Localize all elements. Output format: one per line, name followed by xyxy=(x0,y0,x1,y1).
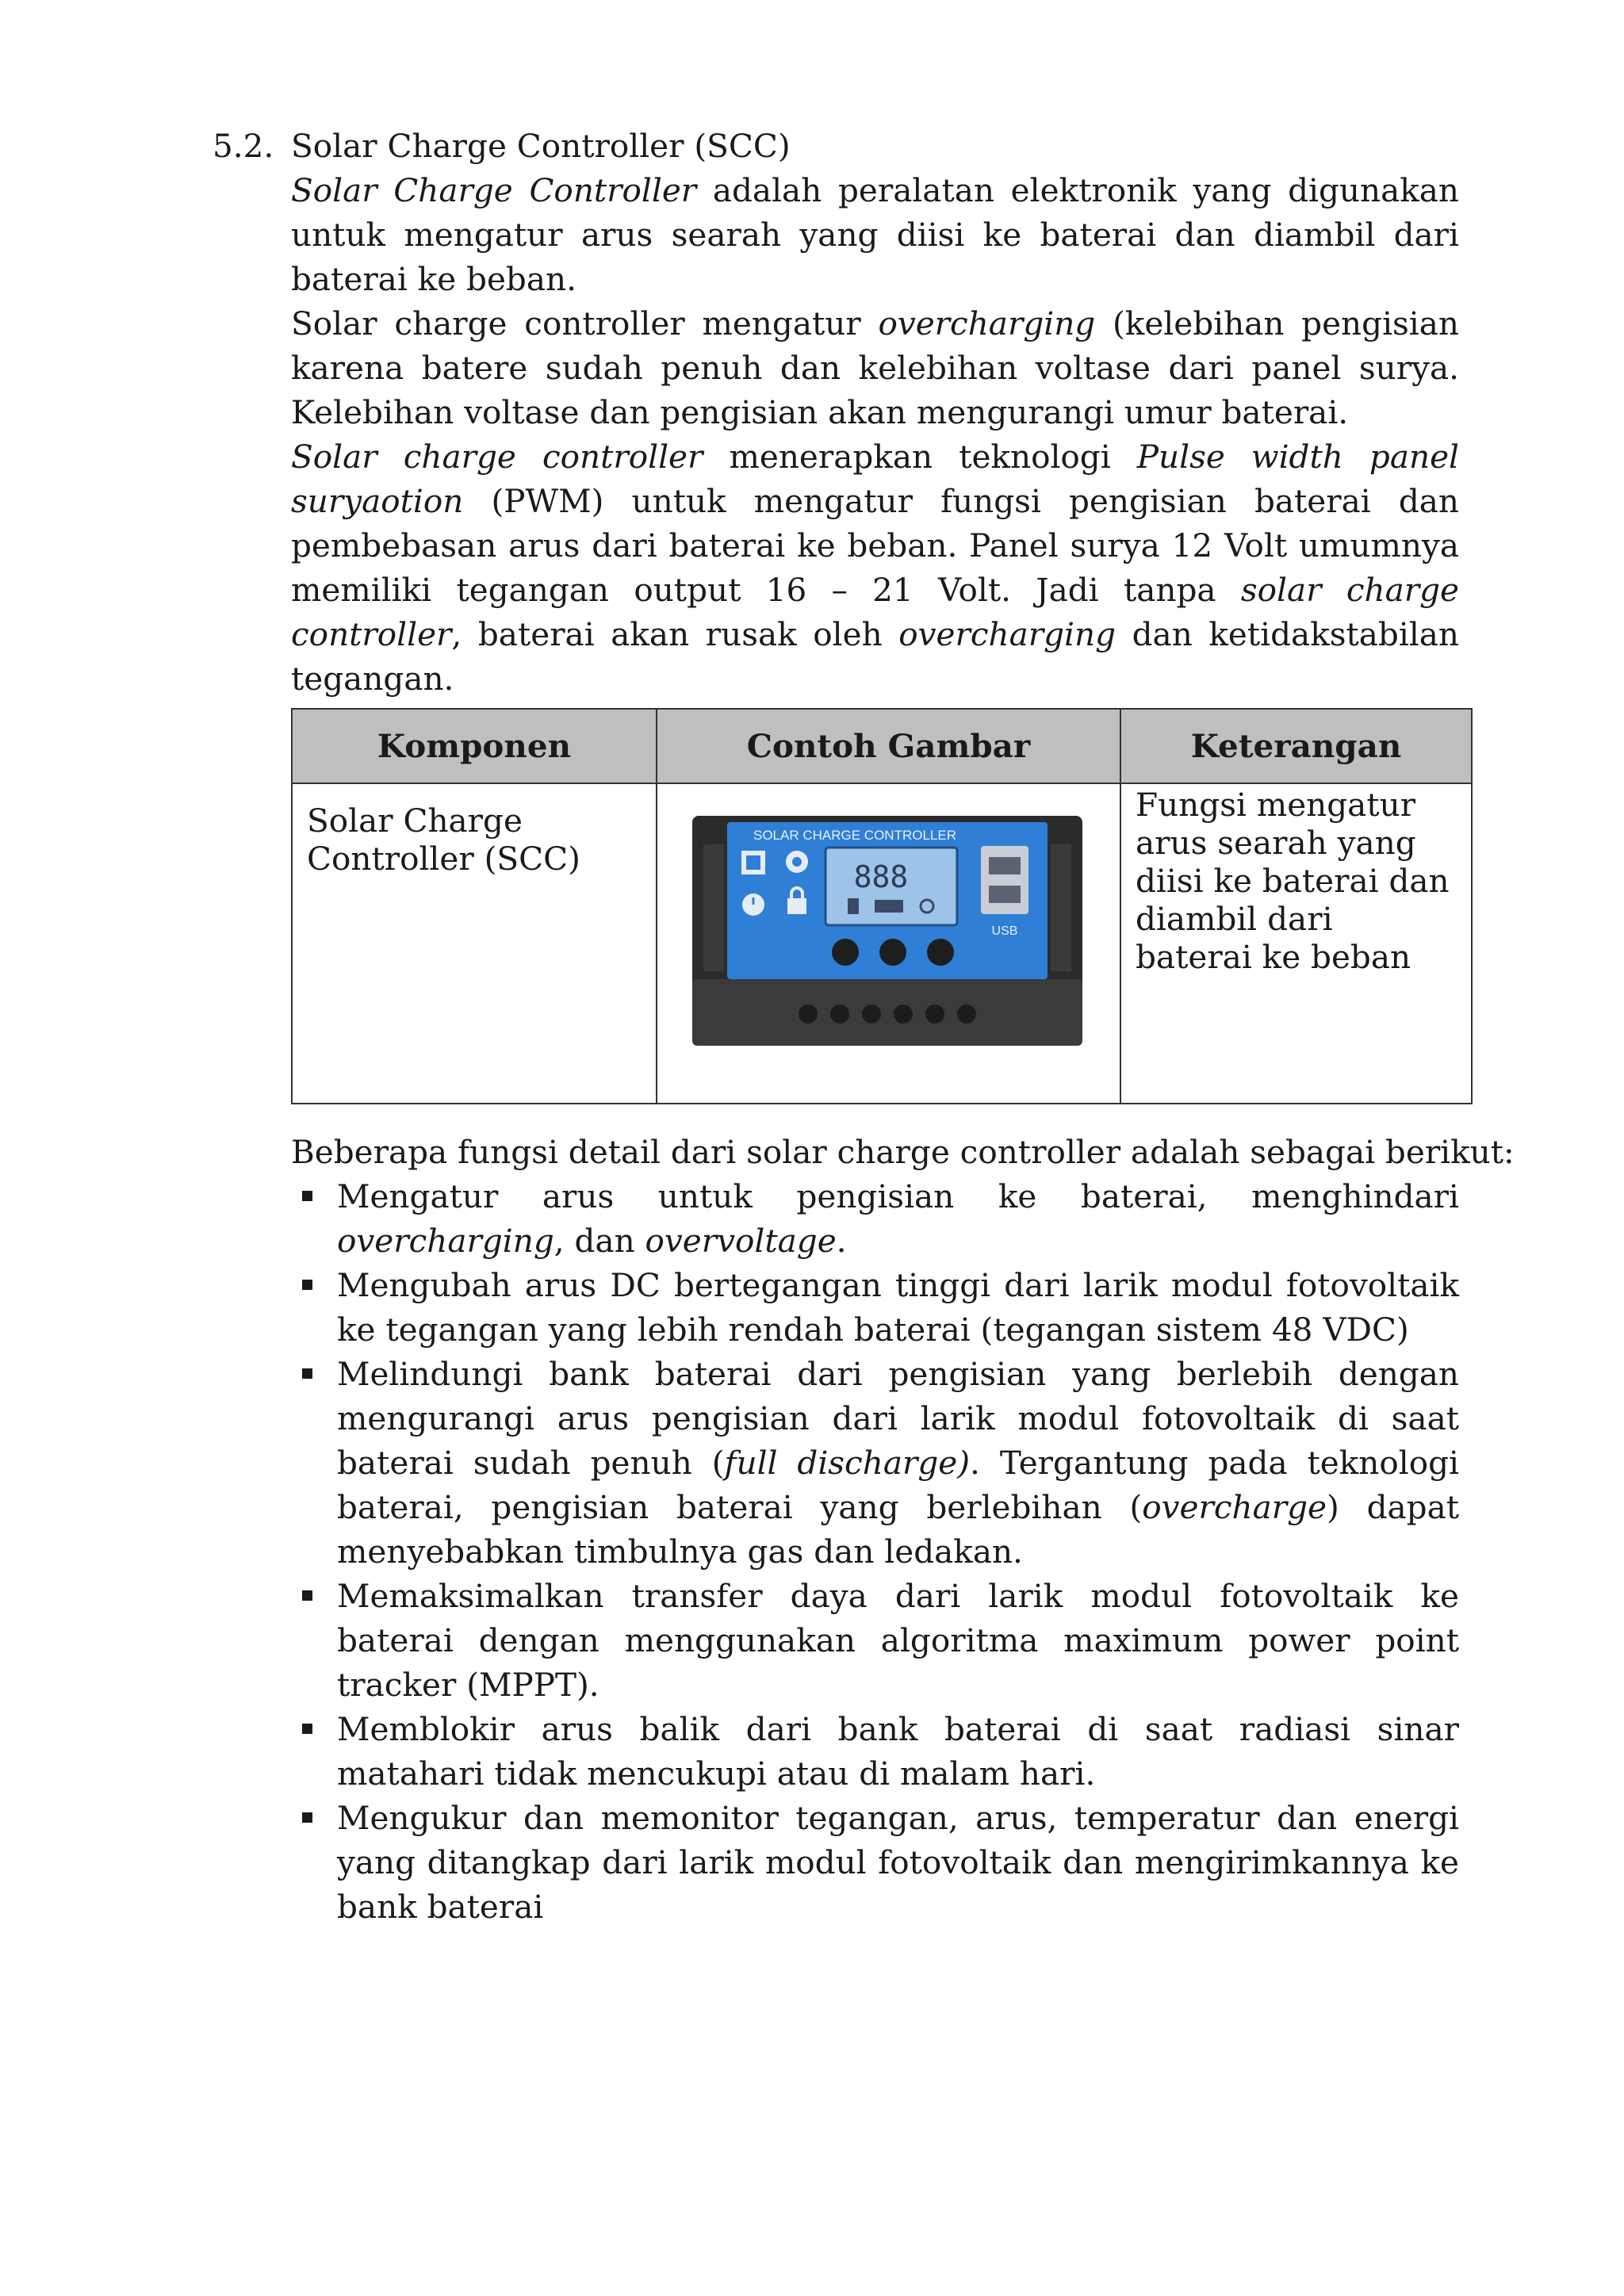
header-keterangan: Keterangan xyxy=(1120,709,1472,783)
lcd-solar-glyph xyxy=(848,898,859,914)
paragraph-pwm xyxy=(291,434,1459,701)
bullet-icon xyxy=(302,1590,312,1601)
section-heading xyxy=(213,124,791,168)
device-side-left xyxy=(703,844,724,971)
list-item-text: . Tergantung pada teknologi baterai, pengisian baterai yang berlebihan ( xyxy=(337,1444,1459,1526)
bullet-icon xyxy=(302,1191,312,1201)
cell-image xyxy=(657,783,1120,1104)
terminal-screw xyxy=(957,1004,976,1024)
list-item xyxy=(291,1174,1459,1263)
term-overcharging: overcharging xyxy=(878,304,1096,342)
paragraph-overcharging xyxy=(291,301,1459,434)
functions-intro: Beberapa fungsi detail dari solar charge controller adalah sebagai berikut: xyxy=(291,1133,1515,1171)
terminal-strip xyxy=(692,979,1082,1046)
gear-icon-center xyxy=(792,857,802,867)
usb-port-top xyxy=(989,857,1021,874)
functions-list xyxy=(291,1174,1459,1929)
table-row xyxy=(292,783,1472,1104)
list-item-text: , dan xyxy=(553,1222,645,1260)
term-overcharging: overcharging xyxy=(337,1222,554,1260)
list-item-text: Memaksimalkan transfer daya dari larik modul fotovoltaik ke baterai dengan menggunakan algoritma maximum power point tracker (MPPT). xyxy=(337,1577,1459,1704)
section-title: Solar Charge Controller (SCC) xyxy=(291,127,791,165)
button-middle xyxy=(879,939,906,966)
term-overcharging: overcharging xyxy=(898,615,1116,653)
paragraph-text: dan ketidakstabilan tegangan. xyxy=(291,615,1459,698)
list-item-text: . xyxy=(836,1222,847,1260)
list-item-text: Memblokir arus balik dari bank baterai di saat radiasi sinar matahari tidak mencukupi atau di malam hari. xyxy=(337,1710,1459,1793)
term-overvoltage: overvoltage xyxy=(645,1222,837,1260)
list-item xyxy=(291,1796,1459,1929)
scc-device-image xyxy=(692,816,1082,1046)
paragraph-text: Solar charge controller mengatur xyxy=(291,304,879,342)
usb-port-bottom xyxy=(989,886,1021,903)
paragraph-text: menerapkan teknologi xyxy=(703,438,1137,476)
bullet-icon xyxy=(302,1812,312,1823)
term-full-discharge: full discharge) xyxy=(724,1444,971,1482)
header-contoh-gambar: Contoh Gambar xyxy=(657,709,1120,783)
term-scc: solar charge controller xyxy=(291,571,1459,653)
list-item-text: ) dapat menyebabkan timbulnya gas dan ledakan. xyxy=(337,1488,1460,1571)
list-item-text: Mengatur arus untuk pengisian ke baterai, menghindari xyxy=(337,1177,1459,1215)
device-panel-label: SOLAR CHARGE CONTROLLER xyxy=(753,828,956,843)
button-left xyxy=(832,939,859,966)
paragraph-text: (kelebihan pengisian karena batere sudah penuh dan kelebihan voltase dari panel surya. Kelebihan voltase dan pengisian akan mengurangi umur baterai. xyxy=(291,304,1459,431)
menu-icon-inner xyxy=(746,855,760,870)
paragraph-text: adalah peralatan elektronik yang digunakan untuk mengatur arus searah yang diisi ke baterai dan diambil dari baterai ke beban. xyxy=(291,171,1459,298)
usb-label: USB xyxy=(991,924,1018,938)
section-number: 5.2. xyxy=(213,127,274,165)
term-scc: Solar charge controller xyxy=(291,438,703,476)
device-side-right xyxy=(1051,844,1071,971)
lcd-digits: 888 xyxy=(853,859,909,894)
paragraph-text: (PWM) untuk mengatur fungsi pengisian baterai dan pembebasan arus dari baterai ke beban. Panel surya 12 Volt umumnya memiliki tegangan output 16 – 21 Volt. Jadi tanpa xyxy=(291,482,1459,609)
lock-icon xyxy=(787,898,806,914)
cell-component: Solar Charge Controller (SCC) xyxy=(292,783,657,1104)
terminal-screw xyxy=(925,1004,944,1024)
terminal-screw xyxy=(894,1004,913,1024)
cell-description: Fungsi mengatur arus searah yang diisi ke baterai dan diambil dari baterai ke beban xyxy=(1120,783,1472,1104)
header-komponen: Komponen xyxy=(292,709,657,783)
list-item xyxy=(291,1574,1459,1707)
list-item xyxy=(291,1352,1459,1574)
list-item xyxy=(291,1263,1459,1352)
intro-paragraphs xyxy=(291,168,1459,701)
component-table xyxy=(291,708,1473,1104)
usb-port-housing xyxy=(981,846,1028,914)
list-item-text: Melindungi bank baterai dari pengisian yang berlebih dengan mengurangi arus pengisian dari larik modul fotovoltaik di saat baterai sudah penuh ( xyxy=(337,1355,1459,1482)
list-item-text: Mengubah arus DC bertegangan tinggi dari larik modul fotovoltaik ke tegangan yang lebih rendah baterai (tegangan sistem 48 VDC) xyxy=(337,1266,1459,1349)
paragraph-text: , baterai akan rusak oleh xyxy=(451,615,899,653)
lcd-battery-glyph xyxy=(875,900,903,913)
button-right xyxy=(927,939,954,966)
bullet-icon xyxy=(302,1368,312,1379)
paragraph-definition xyxy=(291,168,1459,301)
term-overcharge: overcharge xyxy=(1142,1488,1327,1526)
table-header-row xyxy=(292,709,1472,783)
term-pwm: Pulse width panel suryaotion xyxy=(291,438,1460,520)
bullet-icon xyxy=(302,1280,312,1290)
terminal-screw xyxy=(830,1004,849,1024)
list-item xyxy=(291,1707,1459,1796)
list-item-text: Mengukur dan memonitor tegangan, arus, temperatur dan energi yang ditangkap dari larik modul fotovoltaik dan mengirimkannya ke bank baterai xyxy=(337,1799,1459,1926)
terminal-screw xyxy=(799,1004,818,1024)
bullet-icon xyxy=(302,1724,312,1734)
terminal-screw xyxy=(862,1004,881,1024)
term-scc: Solar Charge Controller xyxy=(291,171,697,209)
